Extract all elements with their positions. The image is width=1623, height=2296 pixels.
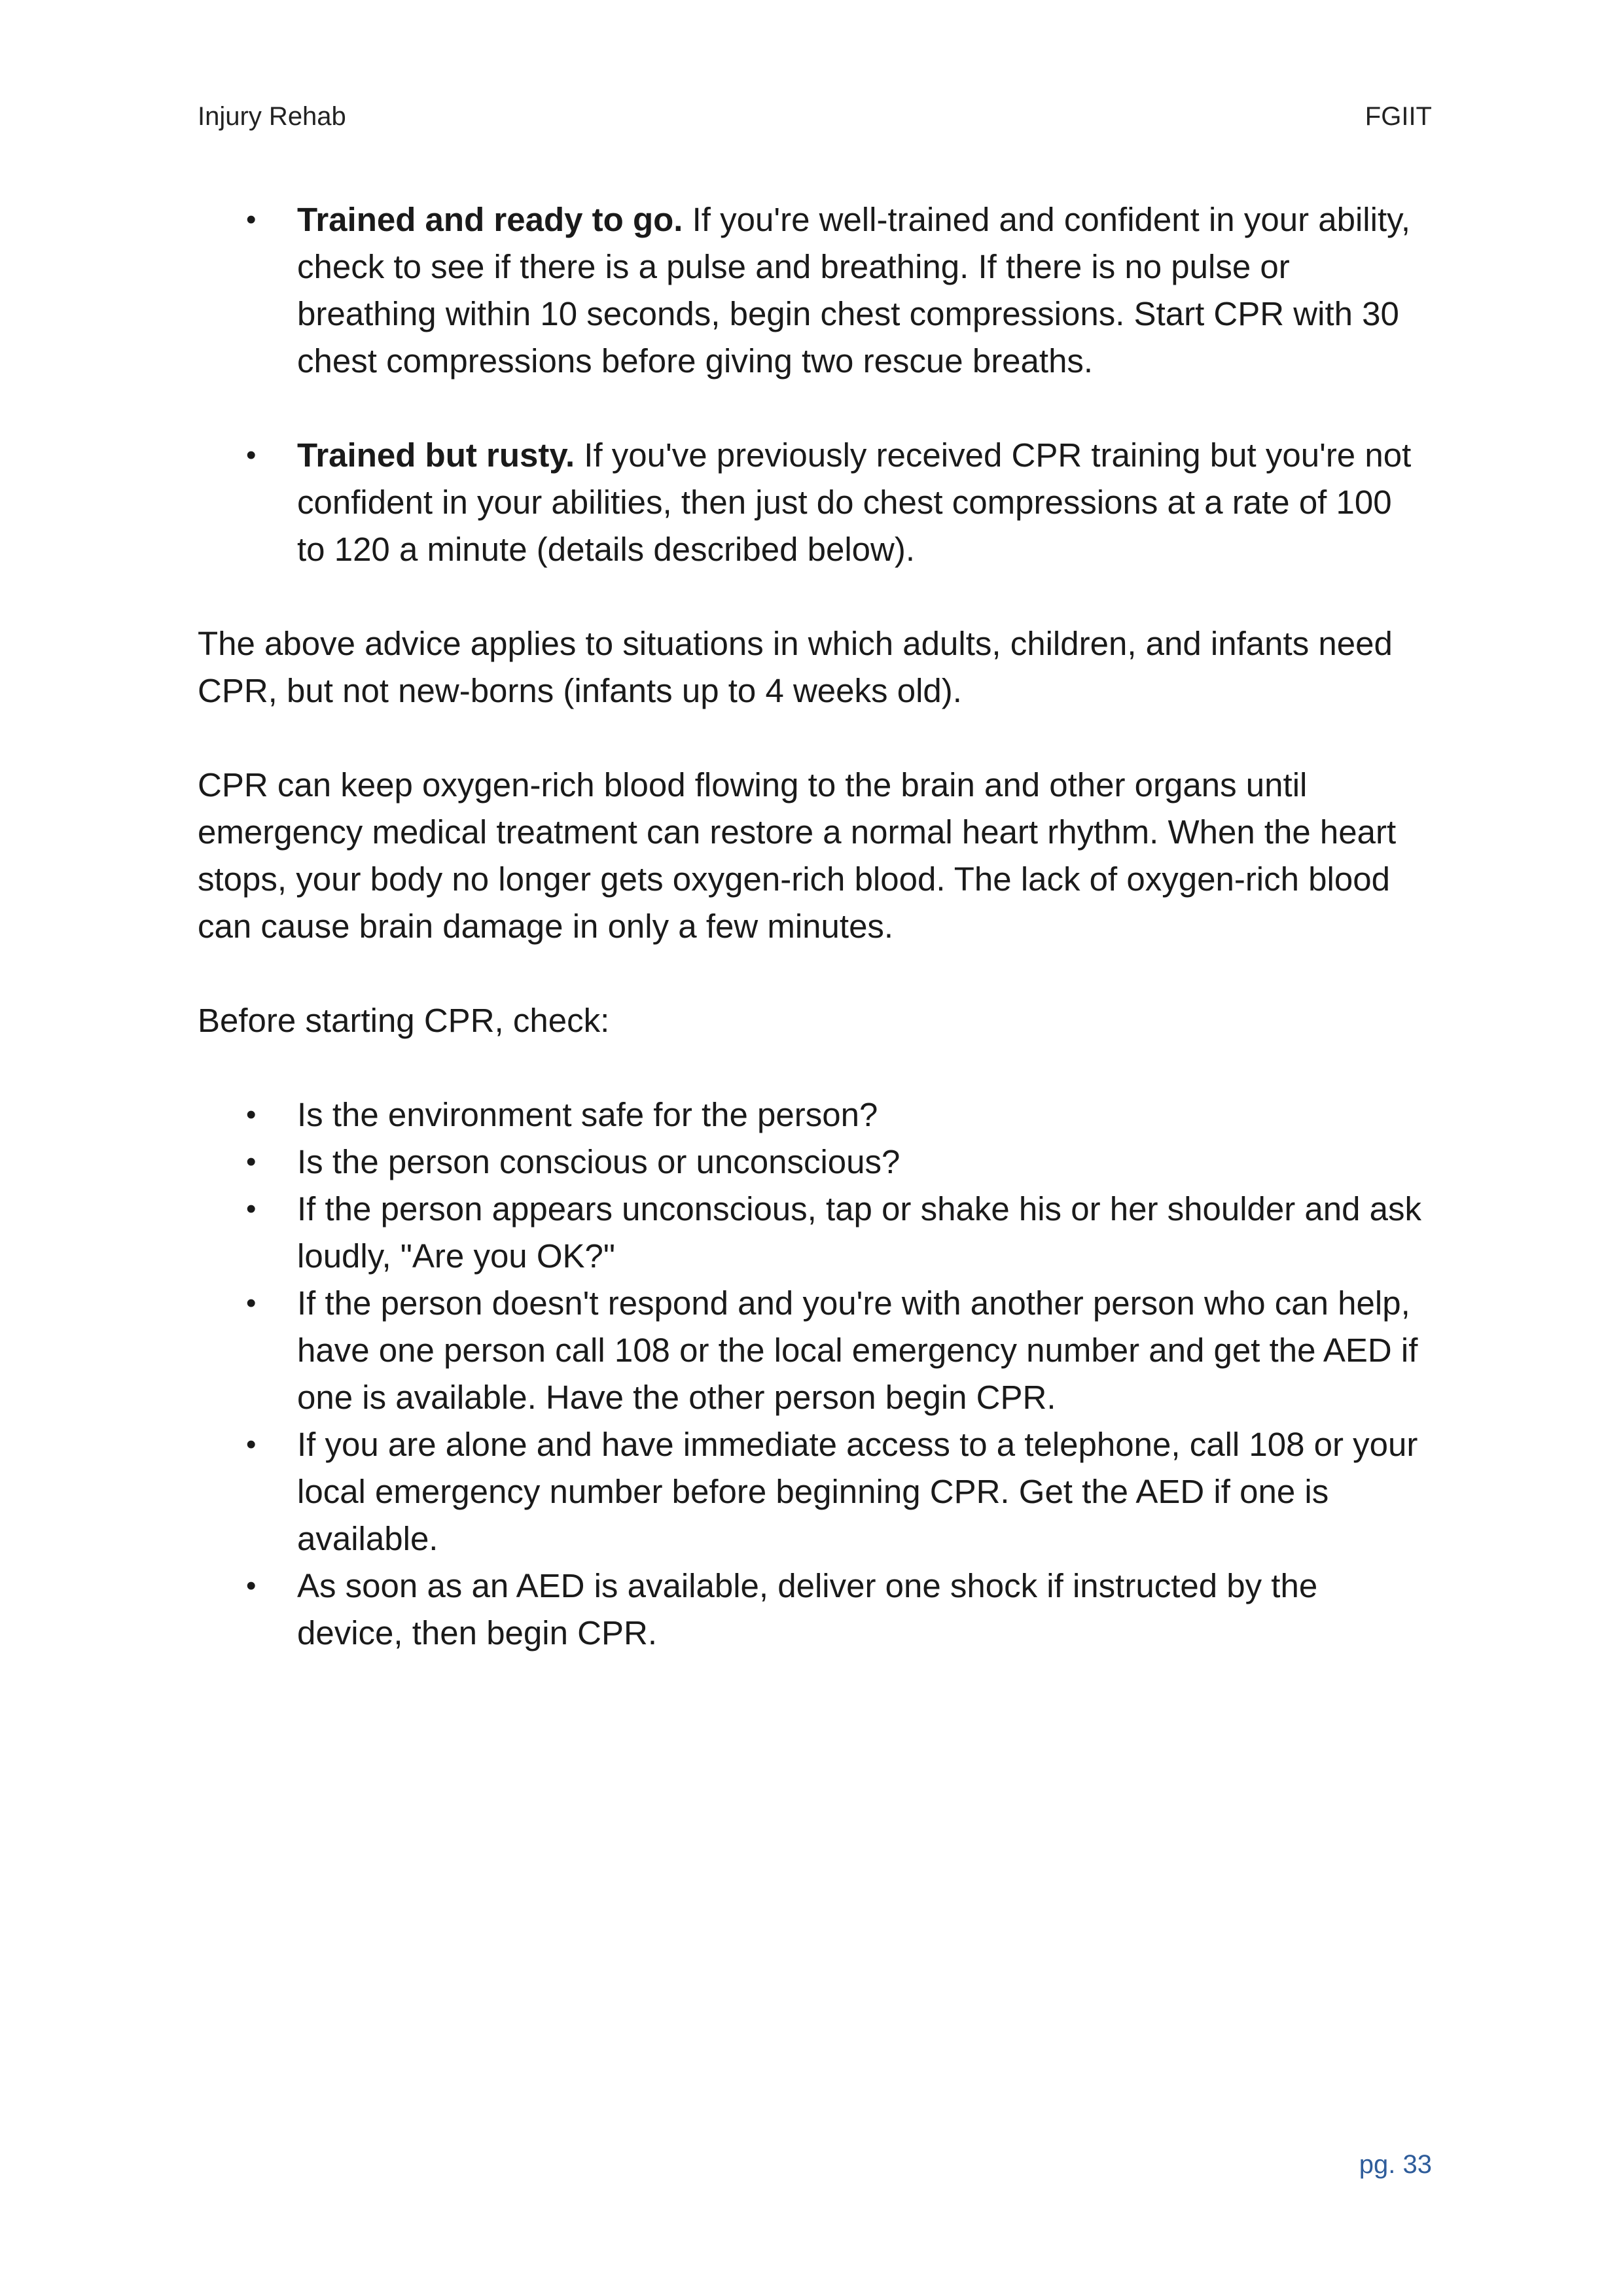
bullet-icon: • [246,1287,257,1319]
bullet-icon: • [246,1099,257,1131]
page-header [198,98,1432,135]
pre-cpr-checklist [198,1091,1428,1657]
list-item [198,1421,1428,1563]
list-item-heading: Trained but rusty. [297,436,575,474]
list-item [198,1186,1428,1280]
bullet-icon: • [246,1193,257,1225]
list-item-text: If you are alone and have immediate access to a telephone, call 108 or your local emergency number before beginning CPR. Get the AED if one is available. [297,1426,1418,1557]
page-number: pg. 33 [1359,2150,1432,2179]
header-org: FGIIT [1364,102,1432,131]
list-item [198,432,1428,573]
bullet-icon: • [246,1570,257,1602]
bullet-icon: • [246,439,257,471]
paragraph: Before starting CPR, check: [198,1002,610,1039]
list-item [198,1563,1428,1657]
list-item-text: If the person appears unconscious, tap or shake his or her shoulder and ask loudly, "Are you OK?" [297,1190,1422,1275]
paragraph: The above advice applies to situations in which adults, children, and infants need CPR, but not new-borns (infants up to 4 weeks old). [198,625,1393,709]
list-item-text: If you've previously received CPR training but you're not confident in your abilities, then just do chest compressions at a rate of 100 to 120 a minute (details described below). [297,436,1412,568]
paragraph: CPR can keep oxygen-rich blood flowing to the brain and other organs until emergency medical treatment can restore a normal heart rhythm. When the heart stops, your body no longer gets oxygen-rich blood. The lack of oxygen-rich blood can cause brain damage in only a few minutes. [198,766,1397,945]
header-title: Injury Rehab [198,102,346,131]
list-item [198,1139,1428,1186]
list-item-text: Is the environment safe for the person? [297,1096,878,1133]
list-item-text: Is the person conscious or unconscious? [297,1143,901,1180]
bullet-icon: • [246,203,257,236]
bullet-icon: • [246,1428,257,1460]
list-item [198,1091,1428,1139]
list-item-text: If the person doesn't respond and you're with another person who can help, have one person call 108 or the local emergency number and get the AED if one is available. Have the other person begin CPR. [297,1284,1418,1416]
list-item [198,1280,1428,1421]
page-body [198,196,1428,1657]
list-item [198,196,1428,385]
list-item-heading: Trained and ready to go. [297,201,683,238]
training-level-list [198,196,1428,573]
list-item-text: If you're well-trained and confident in your ability, check to see if there is a pulse and breathing. If there is no pulse or breathing within 10 seconds, begin chest compressions. Start CPR with 30 chest compressions before giving two rescue breaths. [297,201,1410,380]
bullet-icon: • [246,1146,257,1178]
list-item-text: As soon as an AED is available, deliver one shock if instructed by the device, then begin CPR. [297,1567,1318,1651]
